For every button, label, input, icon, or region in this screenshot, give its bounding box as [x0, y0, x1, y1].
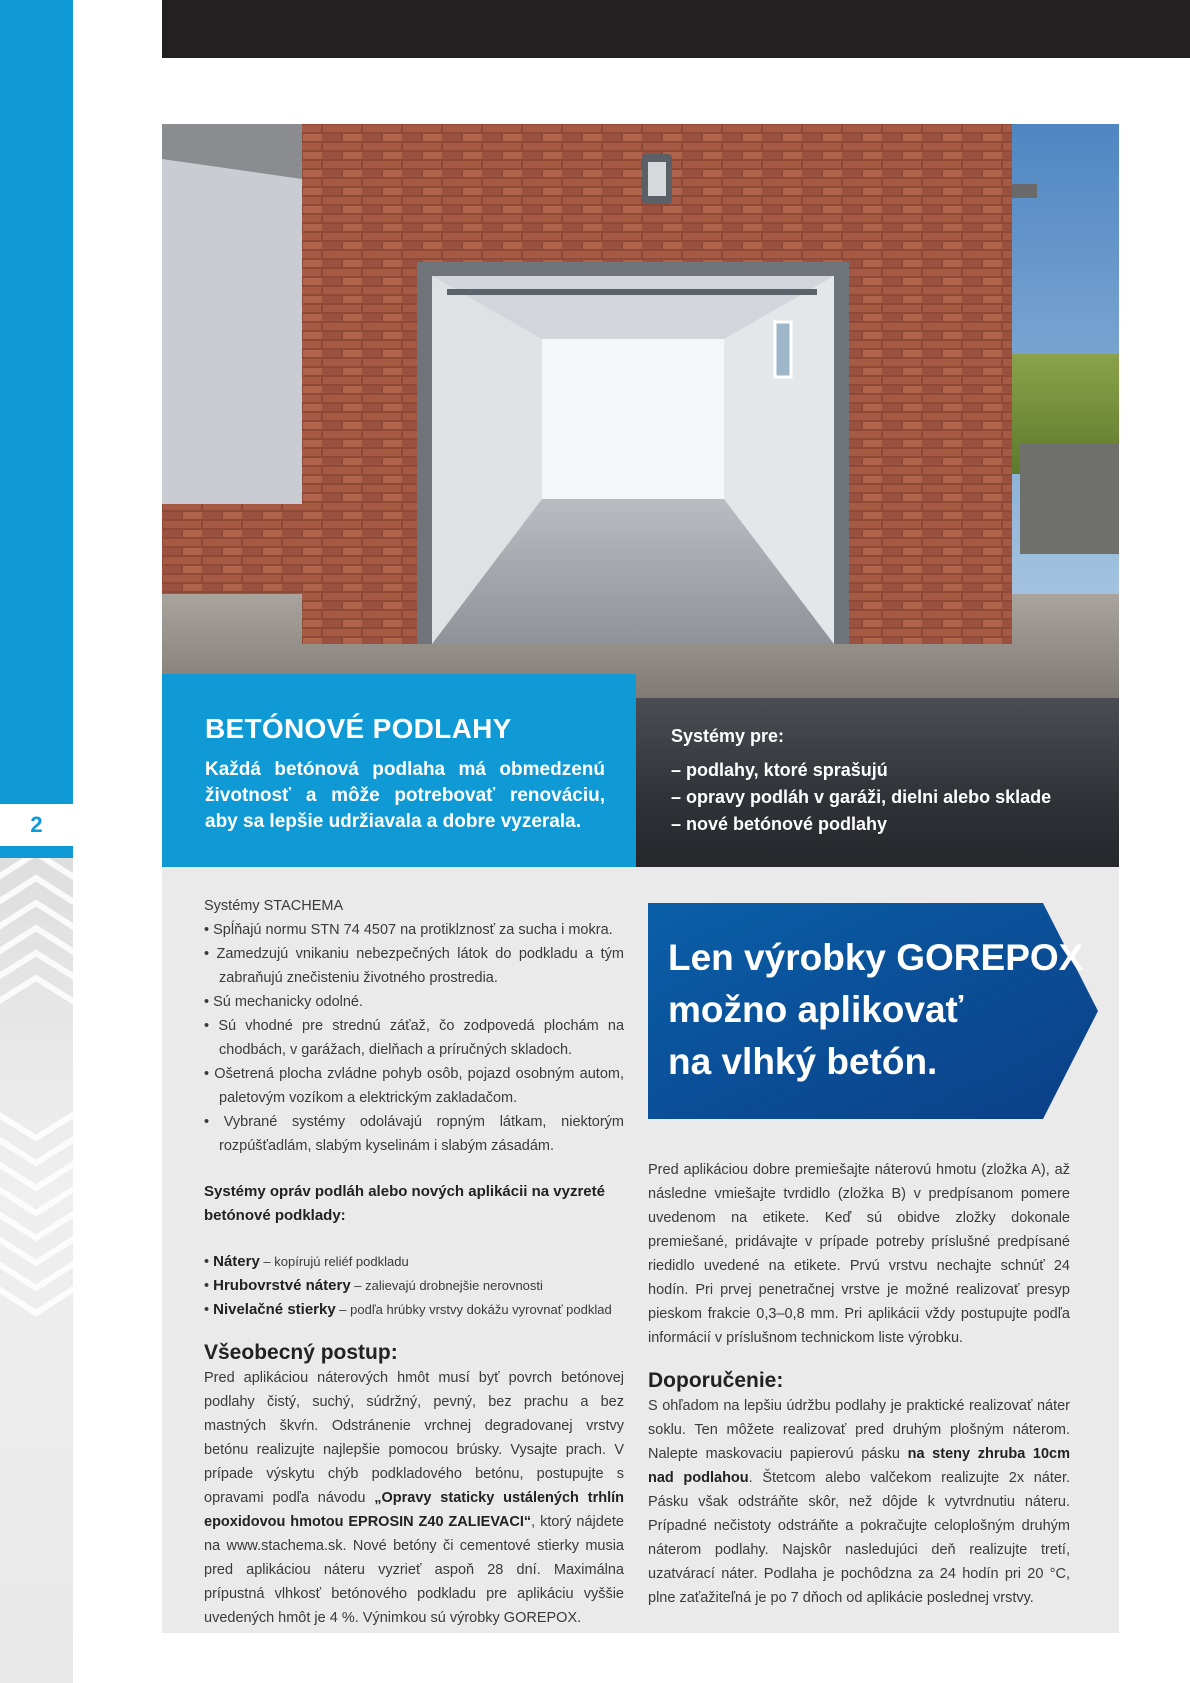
systems-title: Systémy pre:	[671, 726, 785, 746]
rec-text-bold: na steny zhruba 10cm nad podlahou	[648, 1446, 1071, 1486]
product-name: Nivelačné stierky	[213, 1301, 336, 1318]
feature-item: • Zamedzujú vnikaniu nebezpečných látok do podkladu a tým zabraňujú znečisteniu životného prostredia.	[204, 942, 624, 990]
rec-text-part: S ohľadom na lepšiu údržbu podlahy je praktické realizovať náter soklu. Ten môžete realizovať pred druhým plošným náterom. Nalepte maskovaciu papierovú pásku	[648, 1398, 1070, 1462]
feature-item: • Sú vhodné pre strednú záťaž, čo zodpovedá plochám na chodbách, v garážach, dielňach a príručných skladoch.	[204, 1014, 624, 1062]
systems-item: – nové betónové podlahy	[671, 814, 888, 834]
general-text-part: , ktorý nájdete na www.stachema.sk. Nové betóny či cementové stierky musia pred aplikáciou náteru vyzrieť aspoň 28 dní. Maximálna prípustná vlhkosť betónového podkladu pre aplikáciu vyššie uvedených hmôt je 4 %. Výnimkou sú výrobky GOREPOX.	[204, 1514, 624, 1626]
systems-list	[671, 757, 1051, 838]
product-desc: – podľa hrúbky vrstvy dokážu vyrovnať podklad	[335, 1302, 612, 1317]
general-procedure-text	[204, 1366, 624, 1630]
feature-item: • Vybrané systémy odolávajú ropným látkam, niektorým rozpúšťadlám, slabým kyselinám i slabým zásadám.	[204, 1110, 624, 1158]
garage-photo	[162, 124, 1119, 699]
product-item	[204, 1274, 624, 1298]
recommendation-text	[648, 1394, 1070, 1610]
feature-item: • Spĺňajú normu STN 74 4507 na protiklznosť za sucha i mokra.	[204, 918, 624, 942]
recommendation-heading: Doporučenie:	[648, 1369, 784, 1392]
repair-heading: Systémy opráv podláh alebo nových aplikácii na vyzreté betónové podklady:	[204, 1183, 605, 1224]
promo-line: na vlhký betón.	[668, 1041, 938, 1082]
product-desc: – zalievajú drobnejšie nerovnosti	[350, 1278, 543, 1293]
hexagon-pattern-icon	[0, 858, 73, 1683]
products-list	[204, 1250, 624, 1322]
promo-text	[668, 932, 1088, 1088]
promo-line: možno aplikovať	[668, 989, 964, 1030]
product-desc: – kopírujú reliéf podkladu	[259, 1254, 409, 1269]
product-item	[204, 1298, 624, 1322]
general-procedure-heading: Všeobecný postup:	[204, 1341, 398, 1364]
mixing-text: Pred aplikáciou dobre premiešajte náterovú hmotu (zložka A), až následne vmiešajte tvrdidlo (zložka B) v predpísanom pomere uvedenom na etikete. Keď sú obidve zložky dokonale premiešané, pridávajte v prípade potreby príslušné predpísané riedidlo uvedené na etikete. Prvú vrstvu nechajte schnúť 24 hodín. Pri prvej penetračnej vrstve je možné realizovať presyp pieskom frakcie 0,3–0,8 mm. Pri aplikácii vždy postupujte podľa informácií v príslušnom technickom liste výrobku.	[648, 1162, 1070, 1346]
features-list	[204, 918, 624, 1158]
feature-item: • Ošetrená plocha zvládne pohyb osôb, pojazd osobným autom, paletovým vozíkom a elektrickým zakladačom.	[204, 1062, 624, 1110]
left-intro: Systémy STACHEMA	[204, 898, 344, 914]
systems-item: – podlahy, ktoré sprašujú	[671, 760, 888, 780]
rec-text-part: . Štetcom alebo valčekom realizujte 2x náter. Pásku však odstráňte skôr, než dôjde k vytvrdnutiu náteru. Prípadné nečistoty odstráňte a pokračujte celoplošným druhým náterom podlahy. Najskôr nasledujúci deň realizujte tretí, uzatvárací náter. Podlaha je pochôdzna za 24 hodín pri 20 °C, plne zaťažiteľná je po 7 dňoch od aplikácie poslednej vrstvy.	[648, 1470, 1070, 1606]
product-name: Nátery	[213, 1253, 260, 1270]
page-subtitle: Každá betónová podlaha má obmedzenú životnosť a môže potrebovať renováciu, aby sa lepšie udržiavala a dobre vyzerala.	[205, 759, 605, 832]
systems-item: – opravy podláh v garáži, dielni alebo sklade	[671, 787, 1052, 807]
general-text-part: Pred aplikáciou náterových hmôt musí byť povrch betónovej podlahy čistý, suchý, súdržný, pevný, bez prachu a bez mastných škvŕn. Odstránenie vrchnej degradovanej vrstvy betónu realizujte najlepšie pomocou brúsky. Vysajte prach. V prípade výskytu chýb podkladového betónu, postupujte s opravami podľa návodu	[204, 1370, 624, 1506]
left-pattern-strip	[0, 858, 73, 1683]
feature-item: • Sú mechanicky odolné.	[204, 990, 624, 1014]
page-number: 2	[0, 804, 73, 846]
page-title: BETÓNOVÉ PODLAHY	[205, 713, 512, 744]
left-accent-strip	[0, 0, 73, 804]
top-dark-bar	[162, 0, 1190, 58]
promo-line: Len výrobky GOREPOX	[668, 937, 1084, 978]
general-text-bold: „Opravy staticky ustálených trhlín epoxidovou hmotou EPROSIN Z40 ZALIEVACI“	[204, 1490, 624, 1530]
left-column	[204, 894, 624, 1630]
left-accent-strip-lower	[0, 846, 73, 858]
right-column	[648, 1158, 1070, 1610]
product-name: Hrubovrstvé nátery	[213, 1277, 351, 1294]
product-item	[204, 1250, 624, 1274]
